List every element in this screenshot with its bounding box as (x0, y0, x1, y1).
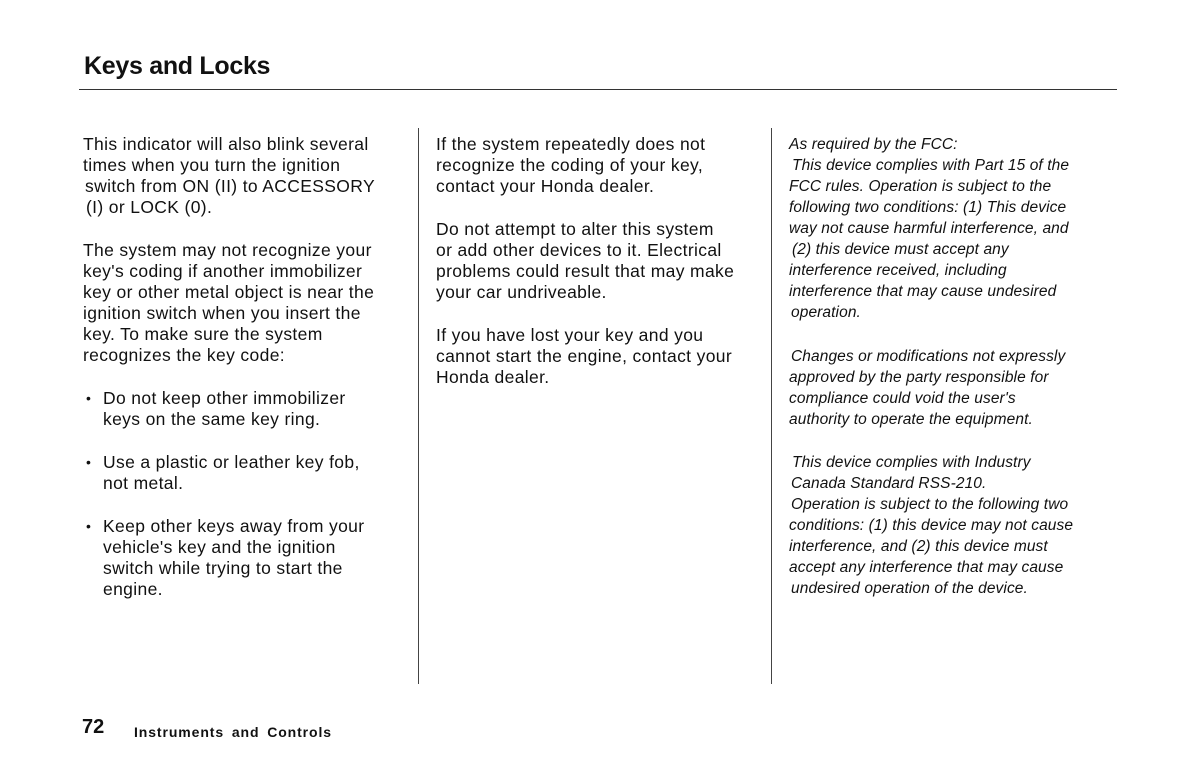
text-line: problems could result that may make (436, 261, 735, 281)
text-line: key or other metal object is near the (83, 282, 375, 302)
bullet-icon: • (86, 390, 92, 406)
text-line: compliance could void the user's (789, 390, 1016, 407)
bullet-item (83, 452, 413, 494)
text-line: conditions: (1) this device may not cause (789, 517, 1074, 534)
bullet-text: Keep other keys away from your (103, 516, 365, 536)
text-line: Do not attempt to alter this system (436, 219, 714, 239)
text-line: (2) this device must accept any (792, 241, 1009, 258)
text-line: key. To make sure the system (83, 324, 323, 344)
text-line: approved by the party responsible for (789, 369, 1049, 386)
text-line: The system may not recognize your (83, 240, 372, 260)
text-line: Canada Standard RSS-210. (791, 475, 987, 492)
paragraph-blink-indicator (83, 134, 413, 218)
text-line: Honda dealer. (436, 367, 550, 387)
text-line: contact your Honda dealer. (436, 176, 655, 196)
text-line: ignition switch when you insert the (83, 303, 361, 323)
text-line: This device complies with Industry (792, 454, 1031, 471)
paragraph-do-not-alter (436, 219, 766, 303)
text-line: times when you turn the ignition (83, 155, 341, 175)
column-divider-left (418, 128, 419, 684)
page-title: Keys and Locks (84, 52, 271, 80)
bullet-text: keys on the same key ring. (103, 409, 321, 429)
text-line: recognizes the key code: (83, 345, 285, 365)
text-line: undesired operation of the device. (791, 580, 1028, 597)
bullet-icon: • (86, 518, 92, 534)
text-line: (I) or LOCK (0). (86, 197, 213, 217)
text-line: switch from ON (II) to ACCESSORY (85, 176, 375, 196)
bullet-text: Use a plastic or leather key fob, (103, 452, 360, 472)
text-line: If you have lost your key and you (436, 325, 704, 345)
text-line: authority to operate the equipment. (789, 411, 1033, 428)
text-line: or add other devices to it. Electrical (436, 240, 722, 260)
bullet-item (83, 388, 413, 430)
text-line: This indicator will also blink several (83, 134, 369, 154)
paragraph-modifications-warning (789, 346, 1129, 430)
bullet-item (83, 516, 413, 600)
text-line: accept any interference that may cause (789, 559, 1064, 576)
column-divider-right (771, 128, 772, 684)
text-line: Operation is subject to the following two (791, 496, 1069, 513)
text-line: Changes or modifications not expressly (791, 348, 1066, 365)
section-title: Instruments and Controls (134, 724, 332, 740)
text-line: operation. (791, 304, 861, 321)
left-column (83, 134, 413, 600)
text-line: interference, and (2) this device must (789, 538, 1048, 555)
bullet-text: Do not keep other immobilizer (103, 388, 346, 408)
text-line: recognize the coding of your key, (436, 155, 704, 175)
paragraph-fcc-notice (789, 134, 1129, 323)
text-line: As required by the FCC: (789, 136, 958, 153)
text-line: interference received, including (789, 262, 1007, 279)
text-line: cannot start the engine, contact your (436, 346, 733, 366)
middle-column (436, 134, 766, 388)
paragraph-contact-dealer (436, 134, 766, 197)
title-rule (79, 89, 1117, 90)
paragraph-lost-key (436, 325, 766, 388)
page-number: 72 (82, 716, 105, 738)
text-line: FCC rules. Operation is subject to the (789, 178, 1052, 195)
paragraph-key-coding (83, 240, 413, 366)
text-line: This device complies with Part 15 of the (792, 157, 1070, 174)
text-line: way not cause harmful interference, and (789, 220, 1069, 237)
bullet-text: not metal. (103, 473, 184, 493)
bullet-text: switch while trying to start the (103, 558, 343, 578)
bullet-text: vehicle's key and the ignition (103, 537, 336, 557)
text-line: If the system repeatedly does not (436, 134, 706, 154)
text-line: your car undriveable. (436, 282, 607, 302)
bullet-icon: • (86, 454, 92, 470)
text-line: interference that may cause undesired (789, 283, 1057, 300)
paragraph-industry-canada (789, 452, 1129, 599)
right-column (789, 134, 1129, 599)
bullet-text: engine. (103, 579, 163, 599)
text-line: following two conditions: (1) This device (789, 199, 1067, 216)
text-line: key's coding if another immobilizer (83, 261, 363, 281)
